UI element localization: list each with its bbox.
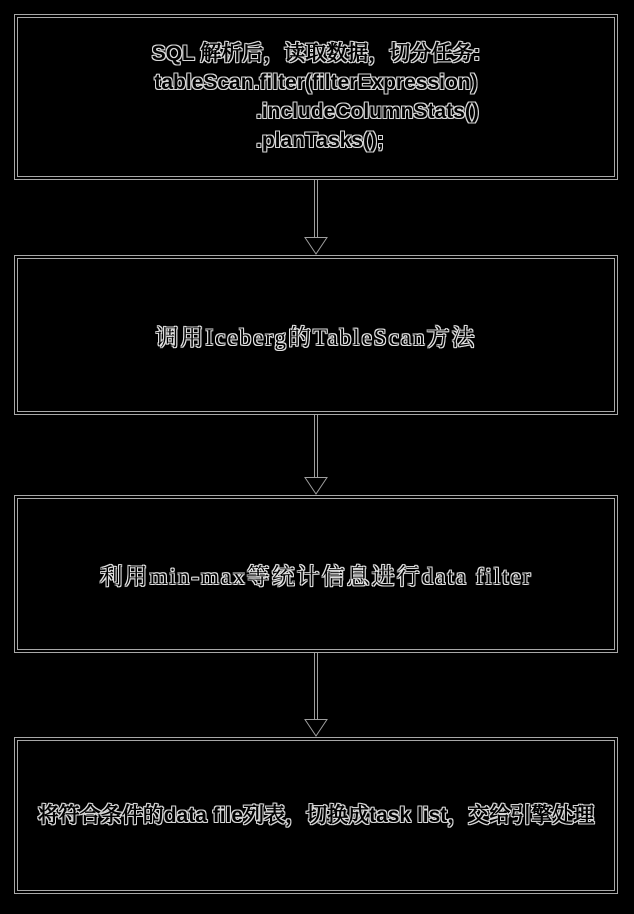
node3-text: 利用min-max等统计信息进行data filter — [99, 563, 533, 589]
flow-node-min-max-stats-filter — [14, 495, 618, 653]
node1-title-line: SQL 解析后，读取数据，切分任务: — [151, 42, 481, 65]
node2-text: 调用Iceberg的TableScan方法 — [155, 324, 477, 350]
node1-code-line-tablescan-filter: tableScan.filter(filterExpression) — [154, 71, 478, 94]
node1-code-line-plan-tasks: .planTasks(); — [256, 129, 384, 152]
flow-arrow-3 — [301, 653, 331, 737]
flow-node-call-iceberg-tablescan — [14, 255, 618, 415]
node1-code-line-include-column-stats: .includeColumnStats() — [256, 100, 479, 123]
node4-text: 将符合条件的data file列表，切换成task list，交给引擎处理 — [37, 803, 595, 827]
flow-arrow-2 — [301, 415, 331, 495]
flow-arrow-1 — [301, 180, 331, 255]
flow-node-sql-parse-plan-tasks — [14, 14, 618, 180]
flow-node-datafile-list-to-tasklist — [14, 737, 618, 894]
